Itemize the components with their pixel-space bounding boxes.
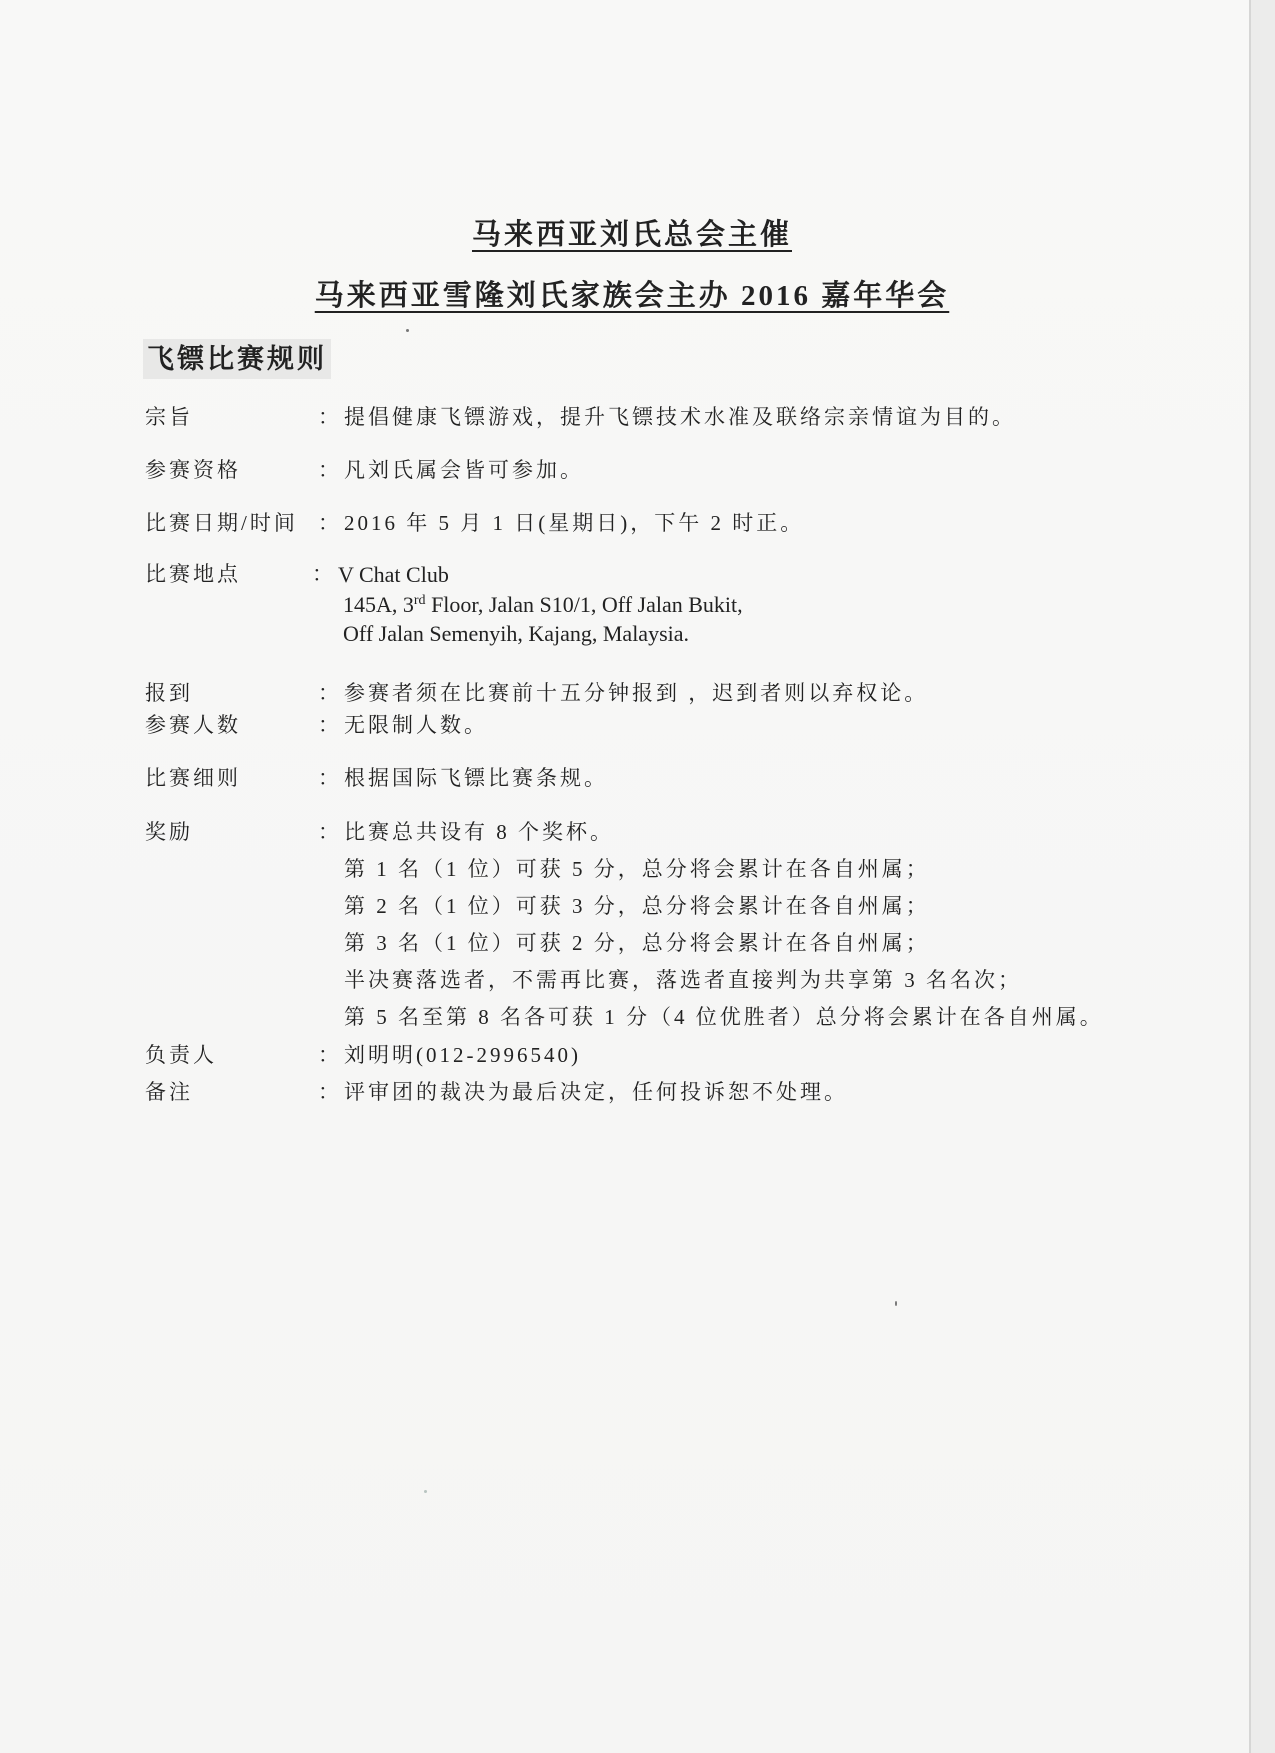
scan-speck [895,1301,897,1306]
rule-label: 比赛日期/时间 [145,511,298,535]
section-title: 飞镖比赛规则 [143,339,331,379]
rule-colon: ： [318,820,342,844]
rule-value [344,1041,1224,1069]
rule-value-line: 提倡健康飞镖游戏，提升飞镖技术水准及联络宗亲情谊为目的。 [344,405,1016,429]
prize-line: 半决赛落选者，不需再比赛，落选者直接判为共享第 3 名名次； [344,968,1022,992]
venue-address-superscript: rd [413,592,426,608]
prize-line: 第 5 名至第 8 名各可获 1 分（4 位优胜者）总分将会累计在各自州属。 [344,1005,1104,1029]
rule-label: 比赛地点 [145,562,241,586]
rule-value-line: 参赛者须在比赛前十五分钟报到 ，迟到者则以弃权论。 [344,681,929,705]
rule-value [344,509,1224,537]
prize-line: 第 1 名（1 位）可获 5 分，总分将会累计在各自州属； [344,857,930,881]
rule-value [344,679,1224,707]
contact-person: 刘明明(012-2996540) [344,1043,581,1067]
rule-colon: ： [318,458,342,482]
rule-value [344,711,1224,739]
prize-line: 第 3 名（1 位）可获 2 分，总分将会累计在各自州属； [344,931,930,955]
scan-edge [1249,0,1275,1753]
rule-value [344,403,1224,431]
rule-value [344,814,1224,1036]
rule-label: 报到 [145,681,193,705]
venue-address-prefix: 145A, 3 [343,591,414,617]
rule-value [344,1078,1224,1106]
title-line-1-text: 马来西亚刘氏总会主催 [471,219,792,251]
title-line-2 [0,278,1264,314]
rule-value-line: 根据国际飞镖比赛条规。 [344,766,608,790]
scan-speck [406,329,409,332]
title-line-2-text: 马来西亚雪隆刘氏家族会主办 2016 嘉年华会 [314,280,950,312]
rule-value [338,560,1218,649]
rule-value-line: 凡刘氏属会皆可参加。 [344,458,584,482]
rule-colon: ： [318,713,342,737]
rule-value-line: 评审团的裁决为最后决定，任何投诉恕不处理。 [344,1080,848,1104]
rule-label: 奖励 [145,820,193,844]
rule-colon: ： [318,1080,342,1104]
rule-colon: ： [318,511,342,535]
rule-colon: ： [318,766,342,790]
venue-name: V Chat Club [338,562,449,587]
rule-value-line: 无限制人数。 [344,713,488,737]
rule-label: 备注 [145,1080,193,1104]
rule-label: 参赛资格 [145,458,241,482]
rule-value [344,456,1224,484]
rule-label: 比赛细则 [145,766,241,790]
rule-colon: ： [318,681,342,705]
rule-value [344,764,1224,792]
venue-address-line-2: Off Jalan Semenyih, Kajang, Malaysia. [343,621,690,646]
venue-address-suffix: Floor, Jalan S10/1, Off Jalan Bukit, [425,591,743,617]
rule-label: 宗旨 [145,405,193,429]
rule-colon: ： [312,562,336,586]
scan-speck [424,1490,427,1493]
prize-line: 比赛总共设有 8 个奖杯。 [344,820,614,844]
title-line-1 [0,217,1264,253]
rule-colon: ： [318,1043,342,1067]
rule-colon: ： [318,405,342,429]
rule-label: 负责人 [145,1043,217,1067]
rule-label: 参赛人数 [145,713,241,737]
rule-value-line: 2016 年 5 月 1 日(星期日)，下午 2 时正。 [344,511,805,535]
venue-address-line-1 [338,590,1218,620]
prize-line: 第 2 名（1 位）可获 3 分，总分将会累计在各自州属； [344,894,930,918]
